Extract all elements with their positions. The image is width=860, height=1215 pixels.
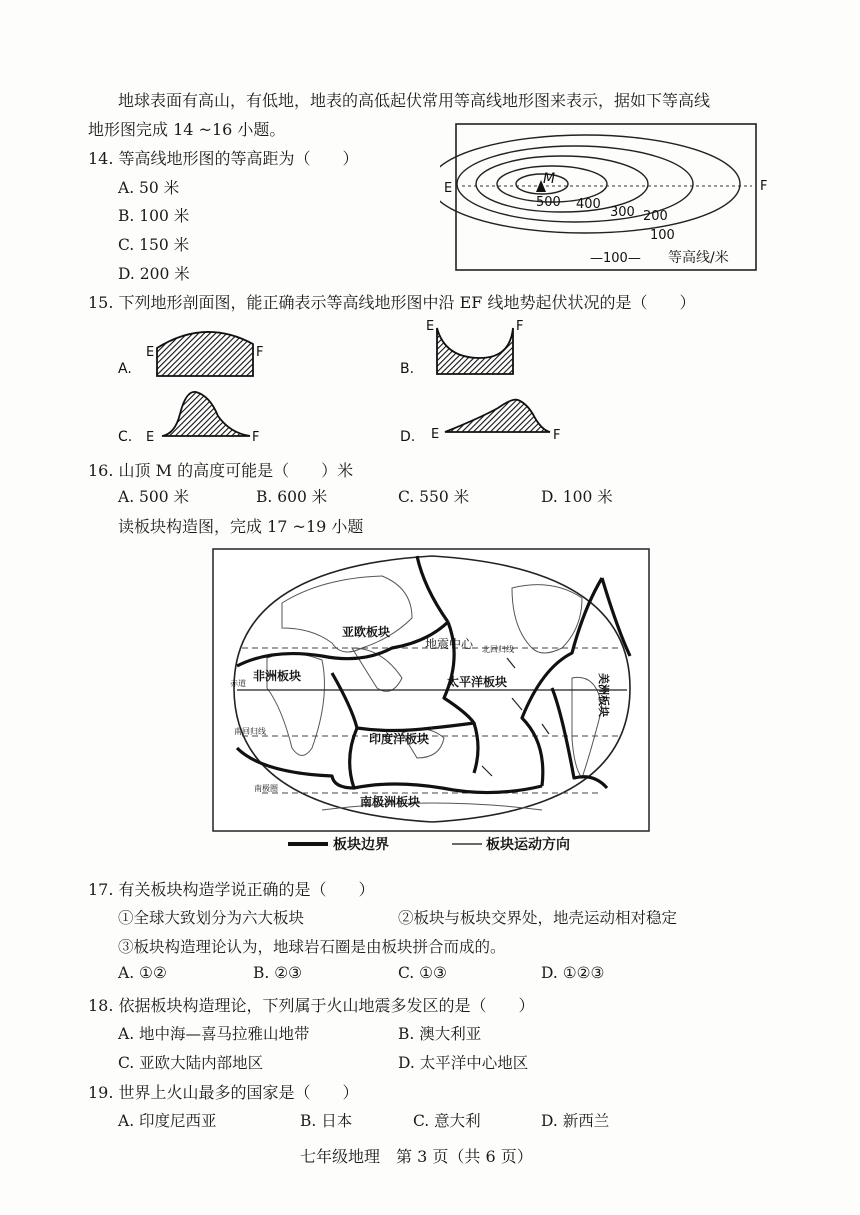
label-equator: 赤道 — [230, 679, 246, 688]
q17-statement-2: ②板块与板块交界处，地壳运动相对稳定 — [398, 909, 678, 927]
profile-b-e: E — [426, 319, 435, 334]
q19-option-d: D. 新西兰 — [541, 1112, 610, 1130]
profile-a-e: E — [146, 345, 155, 360]
legend-contour-text: 等高线/米 — [668, 250, 729, 266]
legend-boundary: 板块边界 — [333, 837, 389, 853]
profile-a — [118, 332, 263, 377]
q19-option-a: A. 印度尼西亚 — [118, 1112, 217, 1130]
contour-label-500: 500 — [536, 195, 561, 210]
legend-motion: 板块运动方向 — [486, 837, 570, 853]
q18-option-a: A. 地中海—喜马拉雅山地带 — [118, 1025, 310, 1043]
intro-2: 读板块构造图，完成 17 ~19 小题 — [118, 517, 364, 536]
intro-line-1: 地球表面有高山，有低地，地表的高低起伏常用等高线地形图来表示，据如下等高线 — [118, 91, 711, 110]
profile-d-letter: D. — [400, 429, 416, 445]
q18-option-c: C. 亚欧大陆内部地区 — [118, 1054, 264, 1072]
q19-option-b: B. 日本 — [300, 1112, 353, 1130]
profile-b — [400, 319, 523, 377]
label-eurasian-plate: 亚欧板块 — [342, 625, 391, 639]
label-antarctic-circle: 南极圈 — [254, 784, 278, 793]
q16-stem: 16. 山顶 M 的高度可能是（ ）米 — [88, 461, 354, 480]
q17-stem: 17. 有关板块构造学说正确的是（ ） — [88, 880, 375, 899]
contour-map-frame — [456, 124, 756, 270]
label-antarctic-plate: 南极洲板块 — [360, 795, 421, 809]
profile-c — [118, 392, 259, 445]
q16-option-c: C. 550 米 — [398, 488, 470, 506]
label-tropic-capricorn: 南回归线 — [234, 727, 266, 736]
contour-300 — [476, 156, 648, 212]
q14-option-b: B. 100 米 — [118, 207, 190, 225]
profile-d-f: F — [553, 428, 561, 443]
q17-statement-1: ①全球大致划分为六大板块 — [118, 909, 305, 927]
profile-a-f: F — [256, 345, 264, 360]
profile-b-f: F — [516, 319, 524, 334]
q14-stem: 14. 等高线地形图的等高距为（ ） — [88, 149, 359, 168]
label-f: F — [760, 179, 768, 194]
profile-options — [100, 318, 760, 450]
q16-option-d: D. 100 米 — [541, 488, 613, 506]
q19-stem: 19. 世界上火山最多的国家是（ ） — [88, 1083, 359, 1102]
label-pacific-plate: 太平洋板块 — [447, 675, 508, 689]
contour-map — [440, 120, 775, 275]
contour-label-200: 200 — [643, 209, 668, 224]
legend-contour-line: —100— — [590, 251, 641, 266]
page-footer: 七年级地理 第 3 页（共 6 页） — [300, 1147, 533, 1166]
q18-stem: 18. 依据板块构造理论，下列属于火山地震多发区的是（ ） — [88, 996, 535, 1015]
q18-option-b: B. 澳大利亚 — [398, 1025, 482, 1043]
q17-option-b: B. ②③ — [253, 964, 303, 982]
profile-a-letter: A. — [118, 361, 132, 377]
q17-option-a: A. ①② — [118, 964, 167, 982]
label-indian-ocean-plate: 印度洋板块 — [369, 732, 430, 746]
label-tropic-cancer: 北回归线 — [482, 645, 514, 654]
label-e: E — [444, 181, 453, 196]
profile-b-letter: B. — [400, 361, 415, 377]
profile-c-letter: C. — [118, 429, 133, 445]
profile-d-e: E — [431, 427, 440, 442]
q16-option-a: A. 500 米 — [118, 488, 190, 506]
q17-option-d: D. ①②③ — [541, 964, 605, 982]
contour-label-300: 300 — [610, 205, 635, 220]
profile-d — [400, 400, 560, 445]
label-m: M — [543, 171, 556, 187]
q19-option-c: C. 意大利 — [413, 1112, 481, 1130]
q18-option-d: D. 太平洋中心地区 — [398, 1054, 529, 1072]
label-african-plate: 非洲板块 — [253, 669, 302, 683]
intro-line-2: 地形图完成 14 ~16 小题。 — [88, 120, 286, 139]
q17-statement-3: ③板块构造理论认为，地球岩石圈是由板块拼合而成的。 — [118, 938, 506, 956]
q16-option-b: B. 600 米 — [256, 488, 328, 506]
contour-label-400: 400 — [576, 197, 601, 212]
q17-option-c: C. ①③ — [398, 964, 447, 982]
profile-c-f: F — [252, 430, 260, 445]
profile-c-e: E — [146, 430, 155, 445]
q14-option-a: A. 50 米 — [118, 179, 180, 197]
label-earthquake-center: 地震中心 — [425, 637, 474, 651]
q14-option-d: D. 200 米 — [118, 265, 190, 283]
label-american-plate: 美洲板块 — [597, 673, 610, 717]
q15-stem: 15. 下列地形剖面图，能正确表示等高线地形图中沿 EF 线地势起伏状况的是（ ） — [88, 293, 696, 312]
contour-label-100: 100 — [650, 228, 675, 243]
q14-option-c: C. 150 米 — [118, 236, 190, 254]
plate-map — [212, 548, 652, 856]
contour-100 — [440, 135, 740, 233]
